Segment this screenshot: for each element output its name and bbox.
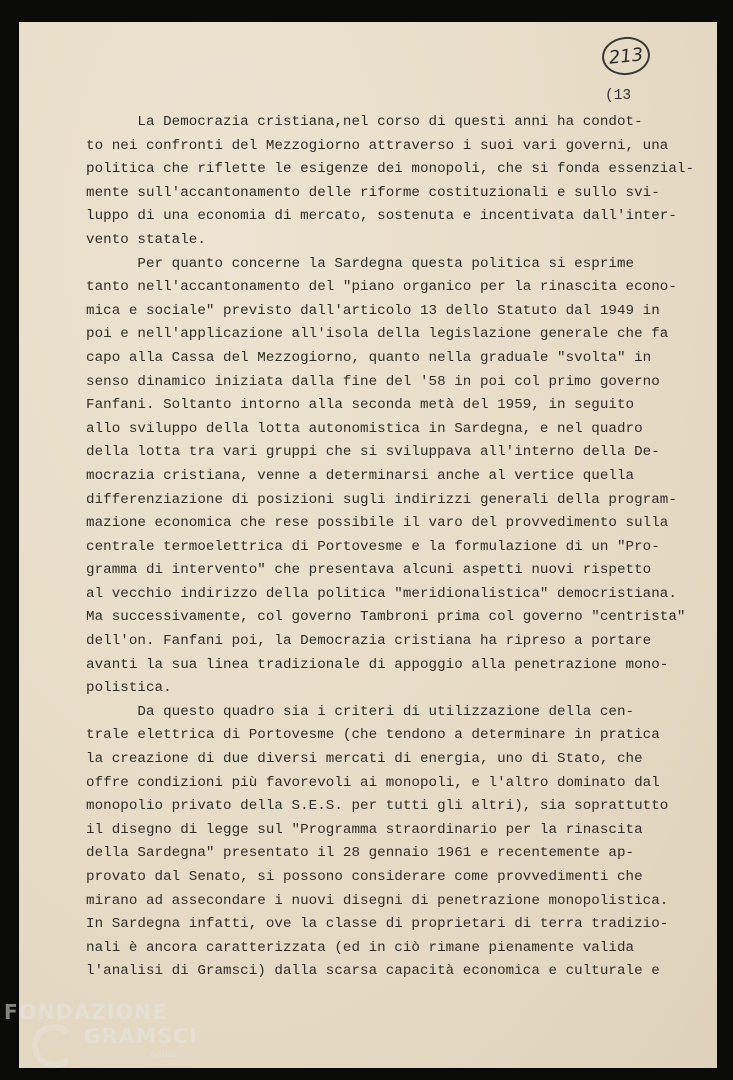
text-line: In Sardegna infatti, ove la classe di proprietari di terra tradizio- [86,916,669,933]
text-line: Per quanto concerne la Sardegna questa politica si esprime [86,255,635,272]
text-line: to nei confronti del Mezzogiorno attraverso i suoi vari governi, una [86,137,669,154]
text-line: tanto nell'accantonamento del "piano organico per la rinascita econo- [86,279,677,296]
text-line: poi e nell'applicazione all'isola della legislazione generale che fa [86,326,669,343]
text-line: nali è ancora caratterizzata (ed in ciò rimane pienamente valida [86,939,635,956]
text-line: dell'on. Fanfani poi, la Democrazia cristiana ha ripreso a portare [86,633,652,650]
text-line: Da questo quadro sia i criteri di utilizzazione della cen- [86,703,635,720]
text-line: gramma di intervento" che presentava alcuni aspetti nuovi rispetto [86,562,652,579]
text-line: Ma successivamente, col governo Tambroni prima col governo "centrista" [86,609,686,626]
text-line: al vecchio indirizzo della politica "meridionalistica" democristiana. [86,585,677,602]
watermark-line1: FONDAZIONE [4,1000,168,1024]
handwritten-page-number: 213 [600,35,652,78]
watermark-logo [4,996,204,1076]
text-line: il disegno di legge sul "Programma straordinario per la rinascita [86,821,643,838]
watermark-onlus: onlus [150,1050,177,1060]
text-line: avanti la sua linea tradizionale di appoggio alla penetrazione mono- [86,656,669,673]
text-line: provato dal Senato, si possono considerare come provvedimenti che [86,869,643,885]
text-line: centrale termoelettrica di Portovesme e la formulazione di un "Pro- [86,538,660,555]
text-line: capo alla Cassa del Mezzogiorno, quanto nella graduale "svolta" in [86,349,652,366]
text-line: della Sardegna" presentato il 28 gennaio 1961 e recentemente ap- [86,845,635,862]
text-line: la creazione di due diversi mercati di energia, uno di Stato, che [86,751,643,768]
watermark-g-mark [32,1024,76,1068]
text-line: l'analisi di Gramsci) dalla scarsa capacità economica e culturale e [86,963,660,980]
watermark-line2: GRAMSCI [84,1024,199,1048]
text-line: La Democrazia cristiana,nel corso di questi anni ha condot- [86,114,643,130]
text-line: polistica. [86,680,172,697]
text-line: offre condizioni più favorevoli ai monopoli, e l'altro dominato dal [86,774,660,791]
text-line: mirano ad assecondare i nuovi disegni di penetrazione monopolistica. [86,892,669,909]
typewritten-body [86,111,695,984]
text-line: mica e sociale" previsto dall'articolo 13 dello Statuto dal 1949 in [86,302,660,319]
text-line: trale elettrica di Portovesme (che tendono a determinare in pratica [86,727,660,744]
text-line: luppo di una economia di mercato, sostenuta e incentivata dall'inter- [86,208,677,225]
text-line: mente sull'accantonamento delle riforme costituzionali e sullo svi- [86,184,660,201]
text-line: politica che riflette le esigenze dei monopoli, che si fonda essenzial- [86,161,695,178]
text-line: Fanfani. Soltanto intorno alla seconda metà del 1959, in seguito [86,397,635,414]
text-line: senso dinamico iniziata dalla fine del '58 in poi col primo governo [86,373,660,390]
text-line: della lotta tra vari gruppi che si sviluppava all'interno della De- [86,444,660,461]
text-line: differenziazione di posizioni sugli indirizzi generali della program- [86,491,677,508]
typed-page-number: (13 [605,88,632,104]
text-line: vento statale. [86,231,206,248]
text-line: mazione economica che rese possibile il varo del provvedimento sulla [86,515,669,532]
text-line: allo sviluppo della lotta autonomistica in Sardegna, e nel quadro [86,420,643,437]
text-line: monopolio privato della S.E.S. per tutti gli altri), sia soprattutto [86,798,669,815]
text-line: mocrazia cristiana, venne a determinarsi anche al vertice quella [86,467,635,484]
